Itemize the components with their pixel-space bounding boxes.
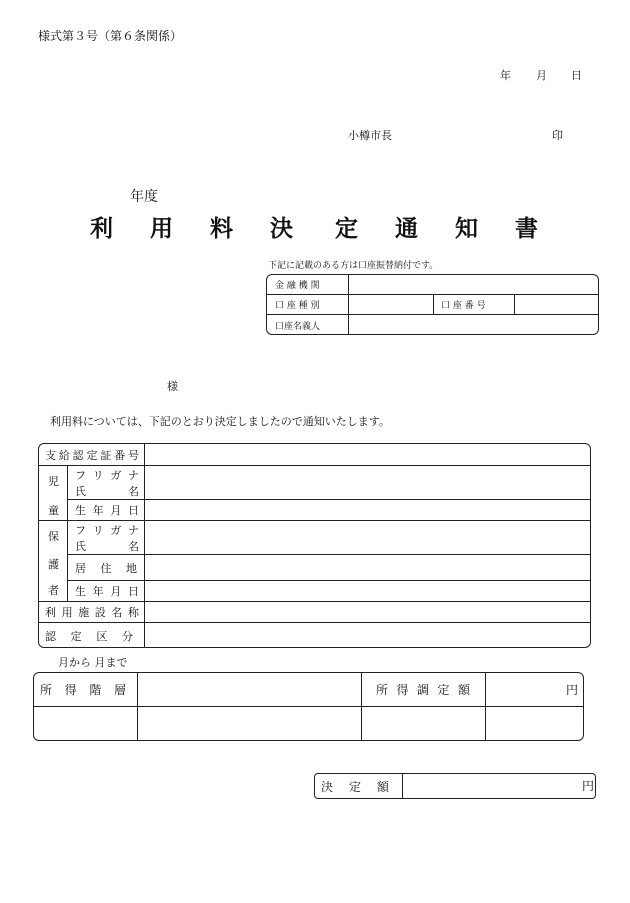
intro-text: 利用料については、下記のとおり決定しましたので通知いたします。 xyxy=(50,415,390,428)
child-birthdate-label: 生 年 月 日 xyxy=(75,504,139,517)
issuer-title: 小樽市長 xyxy=(348,129,392,142)
guardian-furigana-label: フ リ ガ ナ xyxy=(75,523,139,537)
income-table xyxy=(33,672,584,741)
title-char: 用 xyxy=(150,215,173,242)
account-holder-label: 口座名義人 xyxy=(275,321,321,332)
date-month-label: 月 xyxy=(536,69,547,82)
financial-institution-label: 金 融 機 関 xyxy=(275,281,320,291)
title-char: 書 xyxy=(515,215,538,242)
title-char: 利 xyxy=(90,215,113,242)
title-char: 定 xyxy=(335,215,358,242)
decision-yen-unit: 円 xyxy=(582,778,595,793)
bank-transfer-note: 下記に記載のある方は口座振替納付です。 xyxy=(268,261,439,271)
date-day-label: 日 xyxy=(571,69,582,82)
period-text: 月から 月まで xyxy=(58,656,128,669)
account-type-label: 口 座 種 別 xyxy=(275,301,320,311)
guardian-label-2: 護 xyxy=(48,558,59,571)
account-number-label: 口 座 番 号 xyxy=(441,301,486,311)
guardian-label-1: 保 xyxy=(48,530,59,543)
decision-amount-table xyxy=(314,773,596,799)
guardian-label-3: 者 xyxy=(48,584,59,597)
income-bracket-label: 所 得 階 層 xyxy=(40,683,126,697)
decision-amount-label: 決 定 額 xyxy=(321,779,389,794)
guardian-birthdate-label: 生 年 月 日 xyxy=(75,585,139,598)
income-adjusted-amount-label: 所 得 調 定 額 xyxy=(376,683,470,697)
child-label-1: 児 xyxy=(48,475,59,488)
form-number: 様式第３号（第６条関係） xyxy=(38,29,183,43)
bank-account-table xyxy=(266,274,599,335)
income-yen-unit: 円 xyxy=(566,683,579,697)
recipient-details-table xyxy=(38,443,591,648)
child-name-label: 氏 名 xyxy=(75,484,139,498)
child-label-2: 童 xyxy=(48,504,59,517)
honorific: 様 xyxy=(167,380,178,393)
certification-category-label: 認 定 区 分 xyxy=(45,629,133,643)
facility-name-label: 利 用 施 設 名 称 xyxy=(45,606,139,619)
guardian-address-label: 居 住 地 xyxy=(75,561,137,575)
child-furigana-label: フ リ ガ ナ xyxy=(75,468,139,482)
date-year-label: 年 xyxy=(500,69,511,82)
title-char: 通 xyxy=(395,215,418,242)
certificate-number-label: 支 給 認 定 証 番 号 xyxy=(45,448,139,462)
title-char: 知 xyxy=(455,215,478,242)
guardian-name-label: 氏 名 xyxy=(75,539,139,553)
seal-mark: 印 xyxy=(552,129,563,142)
title-char: 料 xyxy=(210,215,233,242)
fiscal-year-label: 年度 xyxy=(130,189,158,205)
title-char: 決 xyxy=(270,215,293,242)
